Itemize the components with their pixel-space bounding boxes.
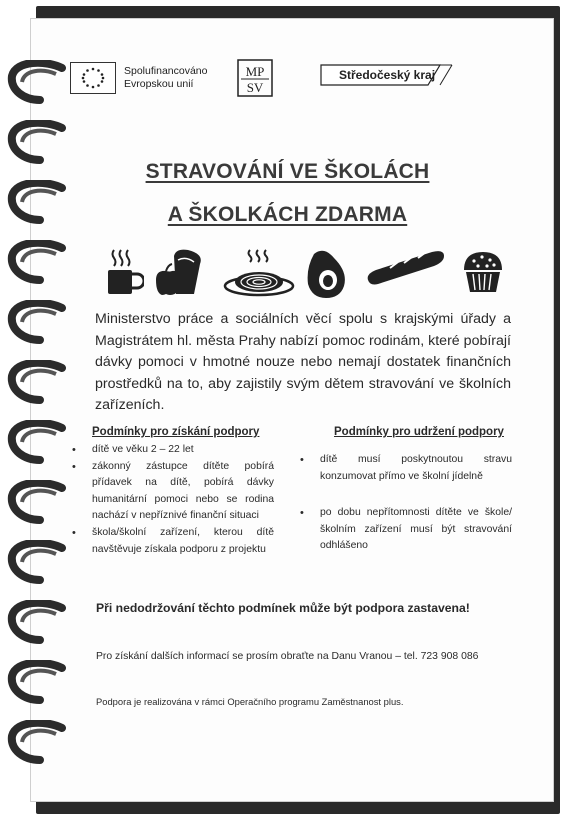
- binding-ring-icon: [6, 720, 68, 764]
- baguette-icon: [364, 246, 448, 286]
- binding-ring-icon: [6, 420, 68, 464]
- page-title-line1: STRAVOVÁNÍ VE ŠKOLÁCH: [145, 160, 430, 183]
- region-name: Středočeský kraj: [338, 68, 436, 82]
- conditions-obtain-list: [78, 442, 274, 558]
- conditions-obtain-heading: Podmínky pro získání podpory: [92, 426, 260, 438]
- binding-ring-icon: [6, 240, 68, 284]
- avocado-icon: [304, 246, 352, 300]
- list-item: • zákonný zástupce dítěte pobírá přídavek na dítě, pobírá dávky humanitární pomoci nebo se rodina nachází v nepříznivé finanční situaci: [78, 459, 274, 525]
- contact-info: Pro získání dalších informací se prosím obraťte na Danu Vranou – tel. 723 908 086: [96, 651, 479, 662]
- spaghetti-icon: [222, 246, 296, 298]
- funding-note: Podpora je realizována v rámci Operačního programu Zaměstnanost plus.: [96, 696, 404, 707]
- eu-logo-text: [124, 65, 207, 91]
- binding-ring-icon: [6, 660, 68, 704]
- warning-text: Při nedodržování těchto podmínek může být podpora zastavena!: [96, 601, 470, 615]
- conditions-keep-list: [306, 452, 512, 575]
- hot-drink-icon: [104, 246, 144, 296]
- list-item: • škola/školní zařízení, kterou dítě navštěvuje získala podporu z projektu: [78, 525, 274, 558]
- binding-ring-icon: [6, 360, 68, 404]
- region-logo: [320, 64, 454, 86]
- intro-paragraph: Ministerstvo práce a sociálních věcí spolu s krajskými úřady a Magistrátem hl. města Prahy nabízí pomoc rodinám, které pobírají dávky pomoci v hmotné nouze nebo nemají dostatek finančních prostředků na to, aby zajistily svým dětem stravování ve školních zařízeních.: [95, 311, 511, 413]
- list-item: • po dobu nepřítomnosti dítěte ve škole/školním zařízení musí být stravování odhlášeno: [306, 505, 512, 555]
- eu-logo-line1: Spolufinancováno: [124, 65, 208, 77]
- svg-text:SV: SV: [246, 80, 264, 95]
- list-item: • dítě ve věku 2 – 22 let: [78, 442, 274, 459]
- muffin-icon: [460, 246, 506, 298]
- eu-cofinancing-logo: [70, 60, 207, 96]
- binding-ring-icon: [6, 300, 68, 344]
- binding-ring-icon: [6, 60, 68, 104]
- page-title-line2: A ŠKOLKÁCH ZDARMA: [167, 203, 408, 226]
- food-icons-row: [104, 246, 506, 302]
- list-item: • dítě musí poskytnoutou stravu konzumovat přímo ve školní jídelně: [306, 452, 512, 485]
- binding-ring-icon: [6, 120, 68, 164]
- svg-text:MP: MP: [245, 64, 265, 79]
- binding-ring-icon: [6, 540, 68, 584]
- conditions-keep-heading: Podmínky pro udržení podpory: [334, 426, 504, 438]
- binding-ring-icon: [6, 600, 68, 644]
- spiral-binding: [0, 0, 80, 816]
- eu-flag-icon: [70, 62, 116, 94]
- eu-logo-line2: Evropskou unií: [124, 78, 194, 90]
- mpsv-logo-icon: [235, 58, 275, 98]
- binding-ring-icon: [6, 180, 68, 224]
- binding-ring-icon: [6, 480, 68, 524]
- mpsv-logo: [235, 58, 275, 98]
- bread-apple-icon: [152, 246, 208, 298]
